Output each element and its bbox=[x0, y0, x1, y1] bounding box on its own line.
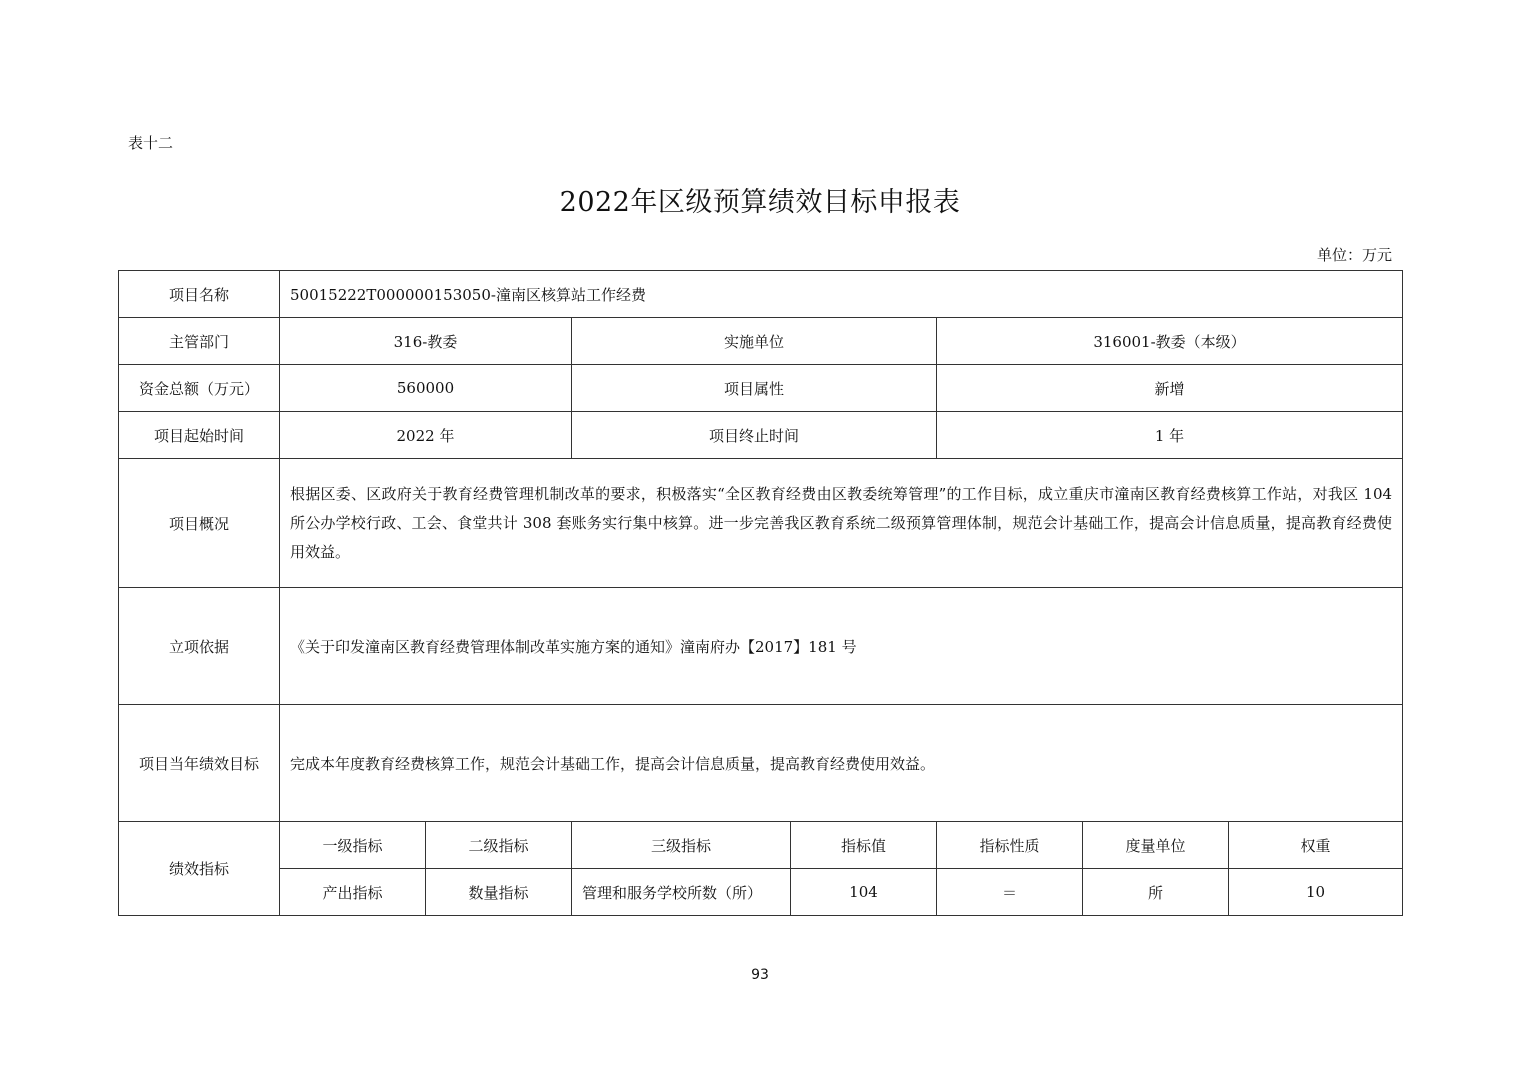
overview-label: 项目概况 bbox=[119, 459, 280, 588]
project-attribute-value: 新增 bbox=[937, 365, 1403, 412]
indicator-column-header: 一级指标 bbox=[280, 822, 426, 869]
end-time-value: 1 年 bbox=[937, 412, 1403, 459]
indicator-level2: 数量指标 bbox=[426, 869, 572, 916]
indicator-weight: 10 bbox=[1229, 869, 1403, 916]
basis-value: 《关于印发潼南区教育经费管理体制改革实施方案的通知》潼南府办【2017】181 号 bbox=[280, 588, 1403, 705]
indicator-column-header: 三级指标 bbox=[572, 822, 791, 869]
project-name-label: 项目名称 bbox=[119, 271, 280, 318]
row-annual-goal bbox=[119, 705, 1403, 822]
indicator-nature: ＝ bbox=[937, 869, 1083, 916]
row-fund bbox=[119, 365, 1403, 412]
end-time-label: 项目终止时间 bbox=[572, 412, 937, 459]
table-row bbox=[119, 869, 1403, 916]
department-value: 316-教委 bbox=[280, 318, 572, 365]
page-title: 2022年区级预算绩效目标申报表 bbox=[559, 187, 961, 218]
fund-total-value: 560000 bbox=[280, 365, 572, 412]
unit-note: 单位：万元 bbox=[1316, 246, 1392, 264]
basis-label: 立项依据 bbox=[119, 588, 280, 705]
indicator-header-row bbox=[119, 822, 1403, 869]
implementing-unit-label: 实施单位 bbox=[572, 318, 937, 365]
indicator-unit: 所 bbox=[1083, 869, 1229, 916]
project-name-value: 50015222T000000153050-潼南区核算站工作经费 bbox=[280, 271, 1403, 318]
table-label: 表十二 bbox=[128, 134, 174, 152]
implementing-unit-value: 316001-教委（本级） bbox=[937, 318, 1403, 365]
indicator-column-header: 指标值 bbox=[791, 822, 937, 869]
overview-value: 根据区委、区政府关于教育经费管理机制改革的要求，积极落实“全区教育经费由区教委统筹管理”的工作目标，成立重庆市潼南区教育经费核算工作站，对我区 104 所公办学校行政、工会、食堂共计 308 套账务实行集中核算。进一步完善我区教育系统二级预算管理体制，规范会计基础工作，提高会计信息质量，提高教育经费使用效益。 bbox=[280, 459, 1403, 588]
page-number: 93 bbox=[751, 967, 769, 983]
indicators-label: 绩效指标 bbox=[119, 822, 280, 916]
indicator-column-header: 度量单位 bbox=[1083, 822, 1229, 869]
start-time-value: 2022 年 bbox=[280, 412, 572, 459]
row-basis bbox=[119, 588, 1403, 705]
indicator-column-header: 二级指标 bbox=[426, 822, 572, 869]
row-overview bbox=[119, 459, 1403, 588]
annual-goal-label: 项目当年绩效目标 bbox=[119, 705, 280, 822]
row-project-name bbox=[119, 271, 1403, 318]
indicator-level3: 管理和服务学校所数（所） bbox=[572, 869, 791, 916]
indicator-column-header: 指标性质 bbox=[937, 822, 1083, 869]
department-label: 主管部门 bbox=[119, 318, 280, 365]
project-attribute-label: 项目属性 bbox=[572, 365, 937, 412]
indicator-column-header: 权重 bbox=[1229, 822, 1403, 869]
indicator-level1: 产出指标 bbox=[280, 869, 426, 916]
budget-performance-table bbox=[118, 270, 1403, 916]
fund-total-label: 资金总额（万元） bbox=[119, 365, 280, 412]
row-department bbox=[119, 318, 1403, 365]
start-time-label: 项目起始时间 bbox=[119, 412, 280, 459]
indicator-value: 104 bbox=[791, 869, 937, 916]
row-time bbox=[119, 412, 1403, 459]
annual-goal-value: 完成本年度教育经费核算工作，规范会计基础工作，提高会计信息质量，提高教育经费使用效益。 bbox=[280, 705, 1403, 822]
